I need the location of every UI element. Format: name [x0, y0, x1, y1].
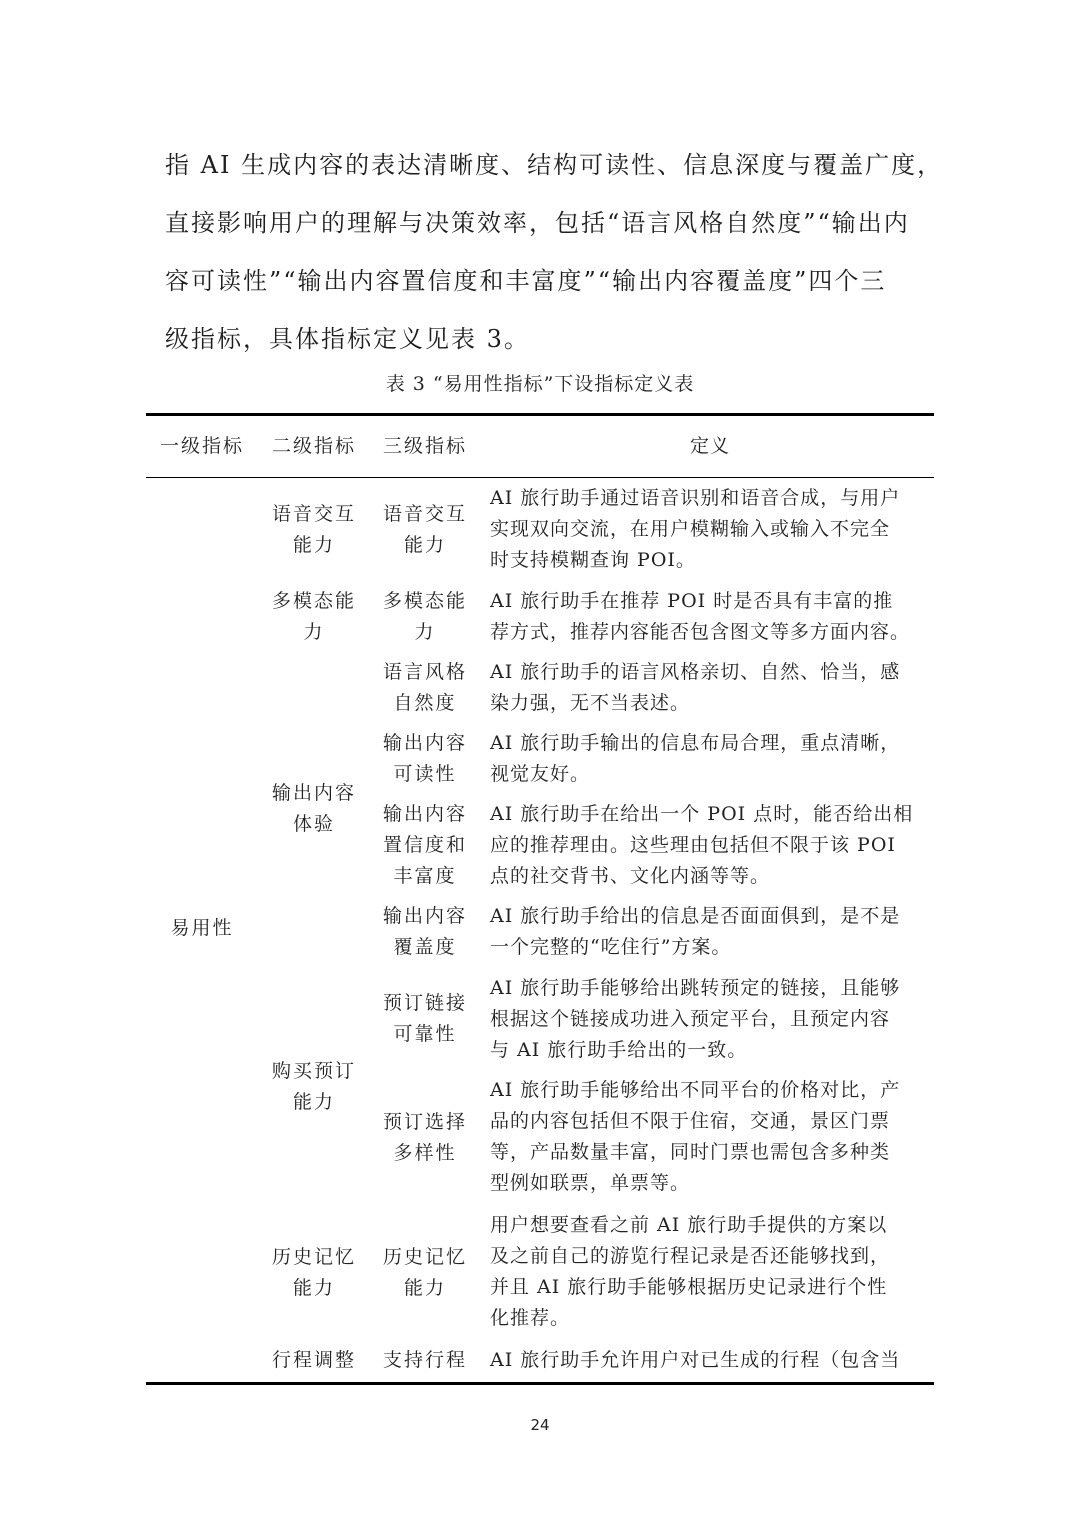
header-level1: 一级指标: [159, 435, 244, 457]
header-definition: 定义: [689, 435, 730, 457]
paragraph-line: 容可读性”“输出内容置信度和丰富度”“输出内容覆盖度”四个三: [165, 267, 887, 295]
level3-cell: 预订链接 可靠性: [382, 992, 467, 1045]
level3-cell: 支持行程: [382, 1349, 467, 1371]
level3-cell: 语音交互 能力: [382, 503, 467, 556]
level3-cell: 多模态能 力: [382, 590, 467, 643]
definition-cell: AI 旅行助手在给出一个 POI 点时，能否给出相 应的推荐理由。这些理由包括但不限于该 POI 点的社交背书、文化内涵等等。: [490, 803, 914, 887]
paragraph-line: 直接影响用户的理解与决策效率，包括“语言风格自然度”“输出内: [165, 209, 910, 237]
table-caption: 表 3 “易用性指标”下设指标定义表: [385, 373, 695, 395]
definition-cell: 用户想要查看之前 AI 旅行助手提供的方案以 及之前自己的游览行程记录是否还能够找到， 并且 AI 旅行助手能够根据历史记录进行个性 化推荐。: [490, 1214, 891, 1329]
definition-cell: AI 旅行助手输出的信息布局合理，重点清晰， 视觉友好。: [490, 732, 901, 785]
level2-cell: 输出内容 体验: [271, 782, 356, 835]
table-header-rule: [146, 477, 934, 478]
level3-cell: 输出内容 覆盖度: [382, 905, 467, 958]
level1-usability: 易用性: [170, 917, 234, 939]
level3-cell: 语言风格 自然度: [382, 661, 467, 714]
level2-cell: 购买预订 能力: [271, 1060, 356, 1113]
header-level2: 二级指标: [271, 435, 356, 457]
level3-cell: 输出内容 可读性: [382, 732, 467, 785]
definition-cell: AI 旅行助手的语言风格亲切、自然、恰当，感 染力强，无不当表述。: [490, 661, 901, 714]
definition-cell: AI 旅行助手给出的信息是否面面俱到，是不是 一个完整的“吃住行”方案。: [490, 905, 901, 958]
paragraph-line: 指 AI 生成内容的表达清晰度、结构可读性、信息深度与覆盖广度，: [165, 151, 944, 179]
level3-cell: 预订选择 多样性: [382, 1111, 467, 1164]
definition-cell: AI 旅行助手在推荐 POI 时是否具有丰富的推 荐方式，推荐内容能否包含图文等多方面内容。: [490, 590, 911, 643]
intro-paragraph: [165, 136, 944, 368]
paragraph-line: 级指标，具体指标定义见表 3。: [165, 325, 530, 353]
definition-cell: AI 旅行助手能够给出跳转预定的链接，且能够 根据这个链接成功进入预定平台，且预定内容 与 AI 旅行助手给出的一致。: [490, 977, 901, 1061]
definition-cell: AI 旅行助手通过语音识别和语音合成，与用户 实现双向交流，在用户模糊输入或输入不完全 时支持模糊查询 POI。: [490, 487, 901, 571]
page-number: 24: [530, 1416, 550, 1434]
definition-cell: AI 旅行助手允许用户对已生成的行程（包含当: [490, 1349, 901, 1371]
level3-cell: 输出内容 置信度和 丰富度: [382, 803, 467, 887]
table-bottom-rule: [146, 1382, 934, 1385]
level2-cell: 多模态能 力: [271, 590, 356, 643]
level2-cell: 行程调整: [271, 1349, 356, 1371]
header-level3: 三级指标: [382, 435, 467, 457]
level2-cell: 语音交互 能力: [271, 503, 356, 556]
table-top-rule: [146, 413, 934, 416]
level2-cell: 历史记忆 能力: [271, 1246, 356, 1299]
level3-cell: 历史记忆 能力: [382, 1246, 467, 1299]
definition-cell: AI 旅行助手能够给出不同平台的价格对比，产 品的内容包括但不限于住宿，交通，景区门票 等，产品数量丰富，同时门票也需包含多种类 型例如联票，单票等。: [490, 1079, 901, 1194]
